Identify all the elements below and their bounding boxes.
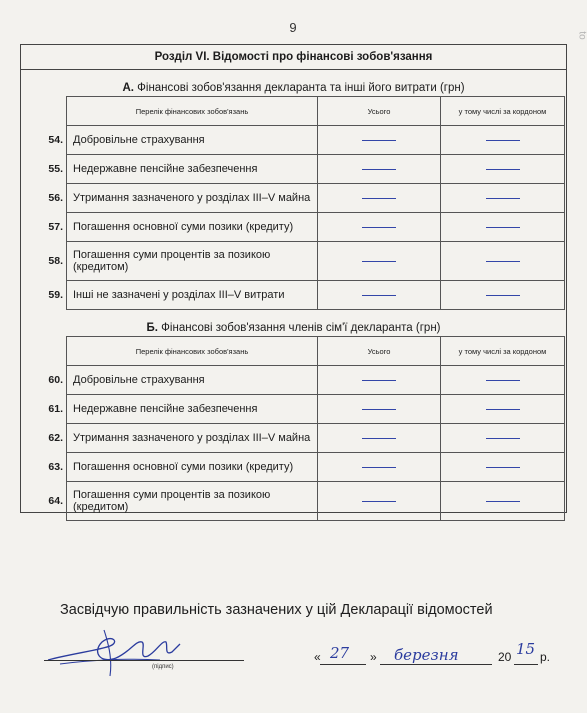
date-day: 27 xyxy=(330,644,350,662)
total-cell xyxy=(318,281,441,310)
row-label: Недержавне пенсійне забезпечення xyxy=(67,395,318,424)
header-abroad: у тому числі за кордоном xyxy=(441,97,565,126)
row-number: 56. xyxy=(48,192,63,204)
abroad-cell xyxy=(441,242,565,281)
handwritten-dash xyxy=(362,380,396,381)
handwritten-dash xyxy=(362,467,396,468)
total-cell xyxy=(318,366,441,395)
row-number: 57. xyxy=(48,221,63,233)
confirmation-text: Засвідчую правильність зазначених у цій Декларації відомостей xyxy=(60,602,493,618)
handwritten-dash xyxy=(486,438,520,439)
row-label: Погашення основної суми позики (кредиту) xyxy=(67,453,318,482)
abroad-cell xyxy=(441,482,565,521)
row-label: Погашення суми процентів за позикою (кредитом) xyxy=(67,242,318,281)
row-number: 62. xyxy=(48,432,63,444)
year-line xyxy=(514,664,538,665)
section-title: Розділ VI. Відомості про фінансові зобов'язання xyxy=(21,45,566,70)
table-row xyxy=(42,366,565,395)
handwritten-dash xyxy=(486,169,520,170)
quote-close: » xyxy=(370,650,377,664)
section-frame xyxy=(20,44,567,513)
handwritten-dash xyxy=(362,169,396,170)
header-list: Перелік фінансових зобов'язань xyxy=(67,97,318,126)
row-label: Добровільне страхування xyxy=(67,126,318,155)
part-a-table xyxy=(42,96,565,310)
abroad-cell xyxy=(441,155,565,184)
total-cell xyxy=(318,482,441,521)
header-total: Усього xyxy=(318,337,441,366)
table-row xyxy=(42,281,565,310)
handwritten-dash xyxy=(486,261,520,262)
total-cell xyxy=(318,155,441,184)
handwritten-dash xyxy=(362,438,396,439)
signature-caption: (підпис) xyxy=(152,664,174,670)
header-abroad: у тому числі за кордоном xyxy=(441,337,565,366)
row-number: 61. xyxy=(48,403,63,415)
year-suffix: 15 xyxy=(516,640,536,658)
handwritten-dash xyxy=(486,409,520,410)
row-label: Утримання зазначеного у розділах III–V майна xyxy=(67,424,318,453)
table-row xyxy=(42,126,565,155)
table-row xyxy=(42,184,565,213)
table-row xyxy=(42,424,565,453)
table-row xyxy=(42,395,565,424)
table-row xyxy=(42,453,565,482)
handwritten-signature xyxy=(40,620,190,680)
abroad-cell xyxy=(441,126,565,155)
handwritten-dash xyxy=(362,227,396,228)
table-row xyxy=(42,482,565,521)
row-label: Інші не зазначені у розділах III–V витрати xyxy=(67,281,318,310)
part-a-title-text: Фінансові зобов'язання декларанта та інші його витрати (грн) xyxy=(137,82,465,94)
abroad-cell xyxy=(441,453,565,482)
abroad-cell xyxy=(441,366,565,395)
row-label: Недержавне пенсійне забезпечення xyxy=(67,155,318,184)
part-b-title xyxy=(21,322,566,334)
handwritten-dash xyxy=(486,227,520,228)
edge-mark: to xyxy=(576,31,587,40)
handwritten-dash xyxy=(486,501,520,502)
abroad-cell xyxy=(441,424,565,453)
total-cell xyxy=(318,453,441,482)
handwritten-dash xyxy=(486,198,520,199)
total-cell xyxy=(318,242,441,281)
month-line xyxy=(380,664,492,665)
handwritten-dash xyxy=(362,140,396,141)
row-number: 60. xyxy=(48,374,63,386)
part-b-table xyxy=(42,336,565,521)
signature-line xyxy=(44,660,244,661)
part-a-letter: А. xyxy=(122,82,134,94)
abroad-cell xyxy=(441,395,565,424)
table-row xyxy=(42,213,565,242)
date-month: березня xyxy=(394,646,459,664)
row-label: Погашення основної суми позики (кредиту) xyxy=(67,213,318,242)
handwritten-dash xyxy=(362,409,396,410)
row-number: 59. xyxy=(48,289,63,301)
row-number: 55. xyxy=(48,163,63,175)
total-cell xyxy=(318,424,441,453)
abroad-cell xyxy=(441,281,565,310)
row-label: Погашення суми процентів за позикою (кредитом) xyxy=(67,482,318,521)
table-row xyxy=(42,155,565,184)
row-number: 63. xyxy=(48,461,63,473)
day-line xyxy=(320,664,366,665)
row-label: Утримання зазначеного у розділах III–V майна xyxy=(67,184,318,213)
quote-open: « xyxy=(314,650,321,664)
total-cell xyxy=(318,184,441,213)
abroad-cell xyxy=(441,184,565,213)
row-number: 64. xyxy=(48,495,63,507)
part-b-title-text: Фінансові зобов'язання членів сім'ї декларанта (грн) xyxy=(161,322,441,334)
handwritten-dash xyxy=(486,380,520,381)
row-label: Добровільне страхування xyxy=(67,366,318,395)
handwritten-dash xyxy=(486,467,520,468)
row-number: 58. xyxy=(48,255,63,267)
part-a-title xyxy=(21,82,566,94)
table-row xyxy=(42,242,565,281)
header-total: Усього xyxy=(318,97,441,126)
page-number: 9 xyxy=(289,20,297,35)
part-b-letter: Б. xyxy=(146,322,158,334)
total-cell xyxy=(318,395,441,424)
row-number: 54. xyxy=(48,134,63,146)
handwritten-dash xyxy=(362,198,396,199)
handwritten-dash xyxy=(362,501,396,502)
year-prefix: 20 xyxy=(498,650,512,664)
total-cell xyxy=(318,126,441,155)
handwritten-dash xyxy=(486,295,520,296)
abroad-cell xyxy=(441,213,565,242)
total-cell xyxy=(318,213,441,242)
header-list: Перелік фінансових зобов'язань xyxy=(67,337,318,366)
handwritten-dash xyxy=(486,140,520,141)
handwritten-dash xyxy=(362,261,396,262)
year-unit: р. xyxy=(540,650,551,664)
handwritten-dash xyxy=(362,295,396,296)
